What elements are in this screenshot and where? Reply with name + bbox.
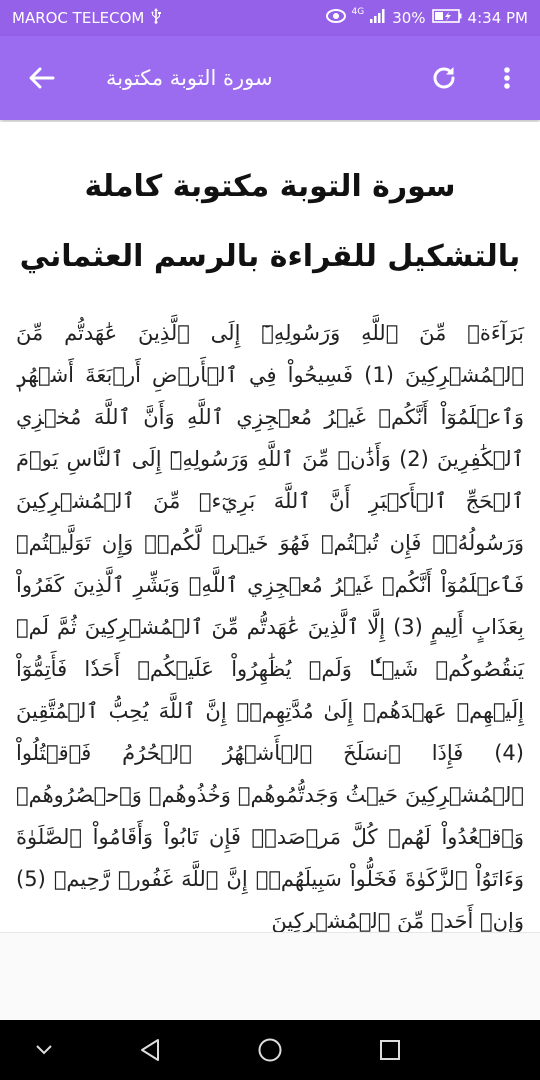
app-bar-title: سورة التوبة مكتوبة [106, 66, 273, 90]
article-heading: سورة التوبة مكتوبة كاملة بالتشكيل للقراءة بالرسم العثماني [19, 169, 521, 274]
status-bar [0, 0, 540, 36]
more-options-button[interactable] [492, 60, 522, 96]
clock: 4:34 PM [467, 9, 528, 27]
app-bar [0, 36, 540, 120]
triangle-back-icon [139, 1038, 161, 1062]
back-button[interactable] [24, 60, 60, 96]
arrow-left-icon [29, 67, 55, 89]
surah-text: بَرَآءَةٞ مِّنَ ٱللَّهِ وَرَسُولِهِۦٓ إِلَى ٱلَّذِينَ عَٰهَدتُّم مِّنَ ٱلۡمُشۡرِكِينَ (1) فَسِيحُواْ فِي ٱلۡأَرۡضِ أَرۡبَعَةَ أَشۡهُرٖ وَٱعۡلَمُوٓاْ أَنَّكُمۡ غَيۡرُ مُعۡجِزِي ٱللَّهِ وَأَنَّ ٱللَّهَ مُخۡزِي ٱلۡكَٰفِرِينَ (2) وَأَذَٰنٞ مِّنَ ٱللَّهِ وَرَسُولِهِۦٓ إِلَى ٱلنَّاسِ يَوۡمَ ٱلۡحَجِّ ٱلۡأَكۡبَرِ أَنَّ ٱللَّهَ بَرِيٓءٞ مِّنَ ٱلۡمُشۡرِكِينَ وَرَسُولُهُۥۚ فَإِن تُبۡتُمۡ فَهُوَ خَيۡرٞ لَّكُمۡۖ وَإِن تَوَلَّيۡتُمۡ فَٱعۡلَمُوٓاْ أَنَّكُمۡ غَيۡرُ مُعۡجِزِي ٱللَّهِۗ وَبَشِّرِ ٱلَّذِينَ كَفَرُواْ بِعَذَابٍ أَلِيمٍ (3) إِلَّا ٱلَّذِينَ عَٰهَدتُّم مِّنَ ٱلۡمُشۡرِكِينَ ثُمَّ لَمۡ يَنقُصُوكُمۡ شَيۡـٔٗا وَلَمۡ يُظَٰهِرُواْ عَلَيۡكُمۡ أَحَدٗا فَأَتِمُّوٓاْ إِلَيۡهِمۡ عَهۡدَهُمۡ إِلَىٰ مُدَّتِهِمۡۚ إِنَّ ٱللَّهَ يُحِبُّ ٱلۡمُتَّقِينَ (4) فَإِذَا ٱنسَلَخَ ٱلۡأَشۡهُرُ ٱلۡحُرُمُ فَٱقۡتُلُواْ ٱلۡمُشۡرِكِينَ حَيۡثُ وَجَدتُّمُوهُمۡ وَخُذُوهُمۡ وَٱحۡصُرُوهُمۡ وَٱقۡعُدُواْ لَهُمۡ كُلَّ مَرۡصَدٖۚ فَإِن تَابُواْ وَأَقَامُواْ ٱلصَّلَوٰةَ وَءَاتَوُاْ ٱلزَّكَوٰةَ فَخَلُّواْ سَبِيلَهُمۡۚ إِنَّ ٱللَّهَ غَفُورٞ رَّحِيمٞ (5) وَإِنۡ أَحَدٞ مِّنَ ٱلۡمُشۡرِكِينَ [16, 321, 525, 932]
usb-icon [150, 8, 162, 28]
network-type: 4G [351, 7, 365, 17]
bottom-blank-area [0, 932, 540, 1021]
nav-back-button[interactable] [130, 1030, 170, 1070]
circle-home-icon [257, 1037, 283, 1063]
article-view[interactable] [0, 122, 540, 932]
more-vertical-icon [503, 66, 511, 90]
carrier-name: MAROC TELECOM [12, 9, 145, 27]
refresh-button[interactable] [426, 60, 462, 96]
status-left [12, 8, 162, 28]
square-recent-icon [378, 1038, 402, 1062]
eye-icon [326, 9, 346, 27]
nav-hide-button[interactable] [24, 1030, 64, 1070]
system-nav-bar [0, 1020, 540, 1080]
refresh-icon [431, 65, 457, 91]
signal-icon [370, 9, 386, 27]
battery-icon [432, 9, 462, 27]
battery-percent: 30% [392, 9, 426, 27]
status-right [326, 9, 529, 27]
chevron-down-icon [35, 1044, 53, 1056]
nav-recent-button[interactable] [370, 1030, 410, 1070]
nav-home-button[interactable] [250, 1030, 290, 1070]
